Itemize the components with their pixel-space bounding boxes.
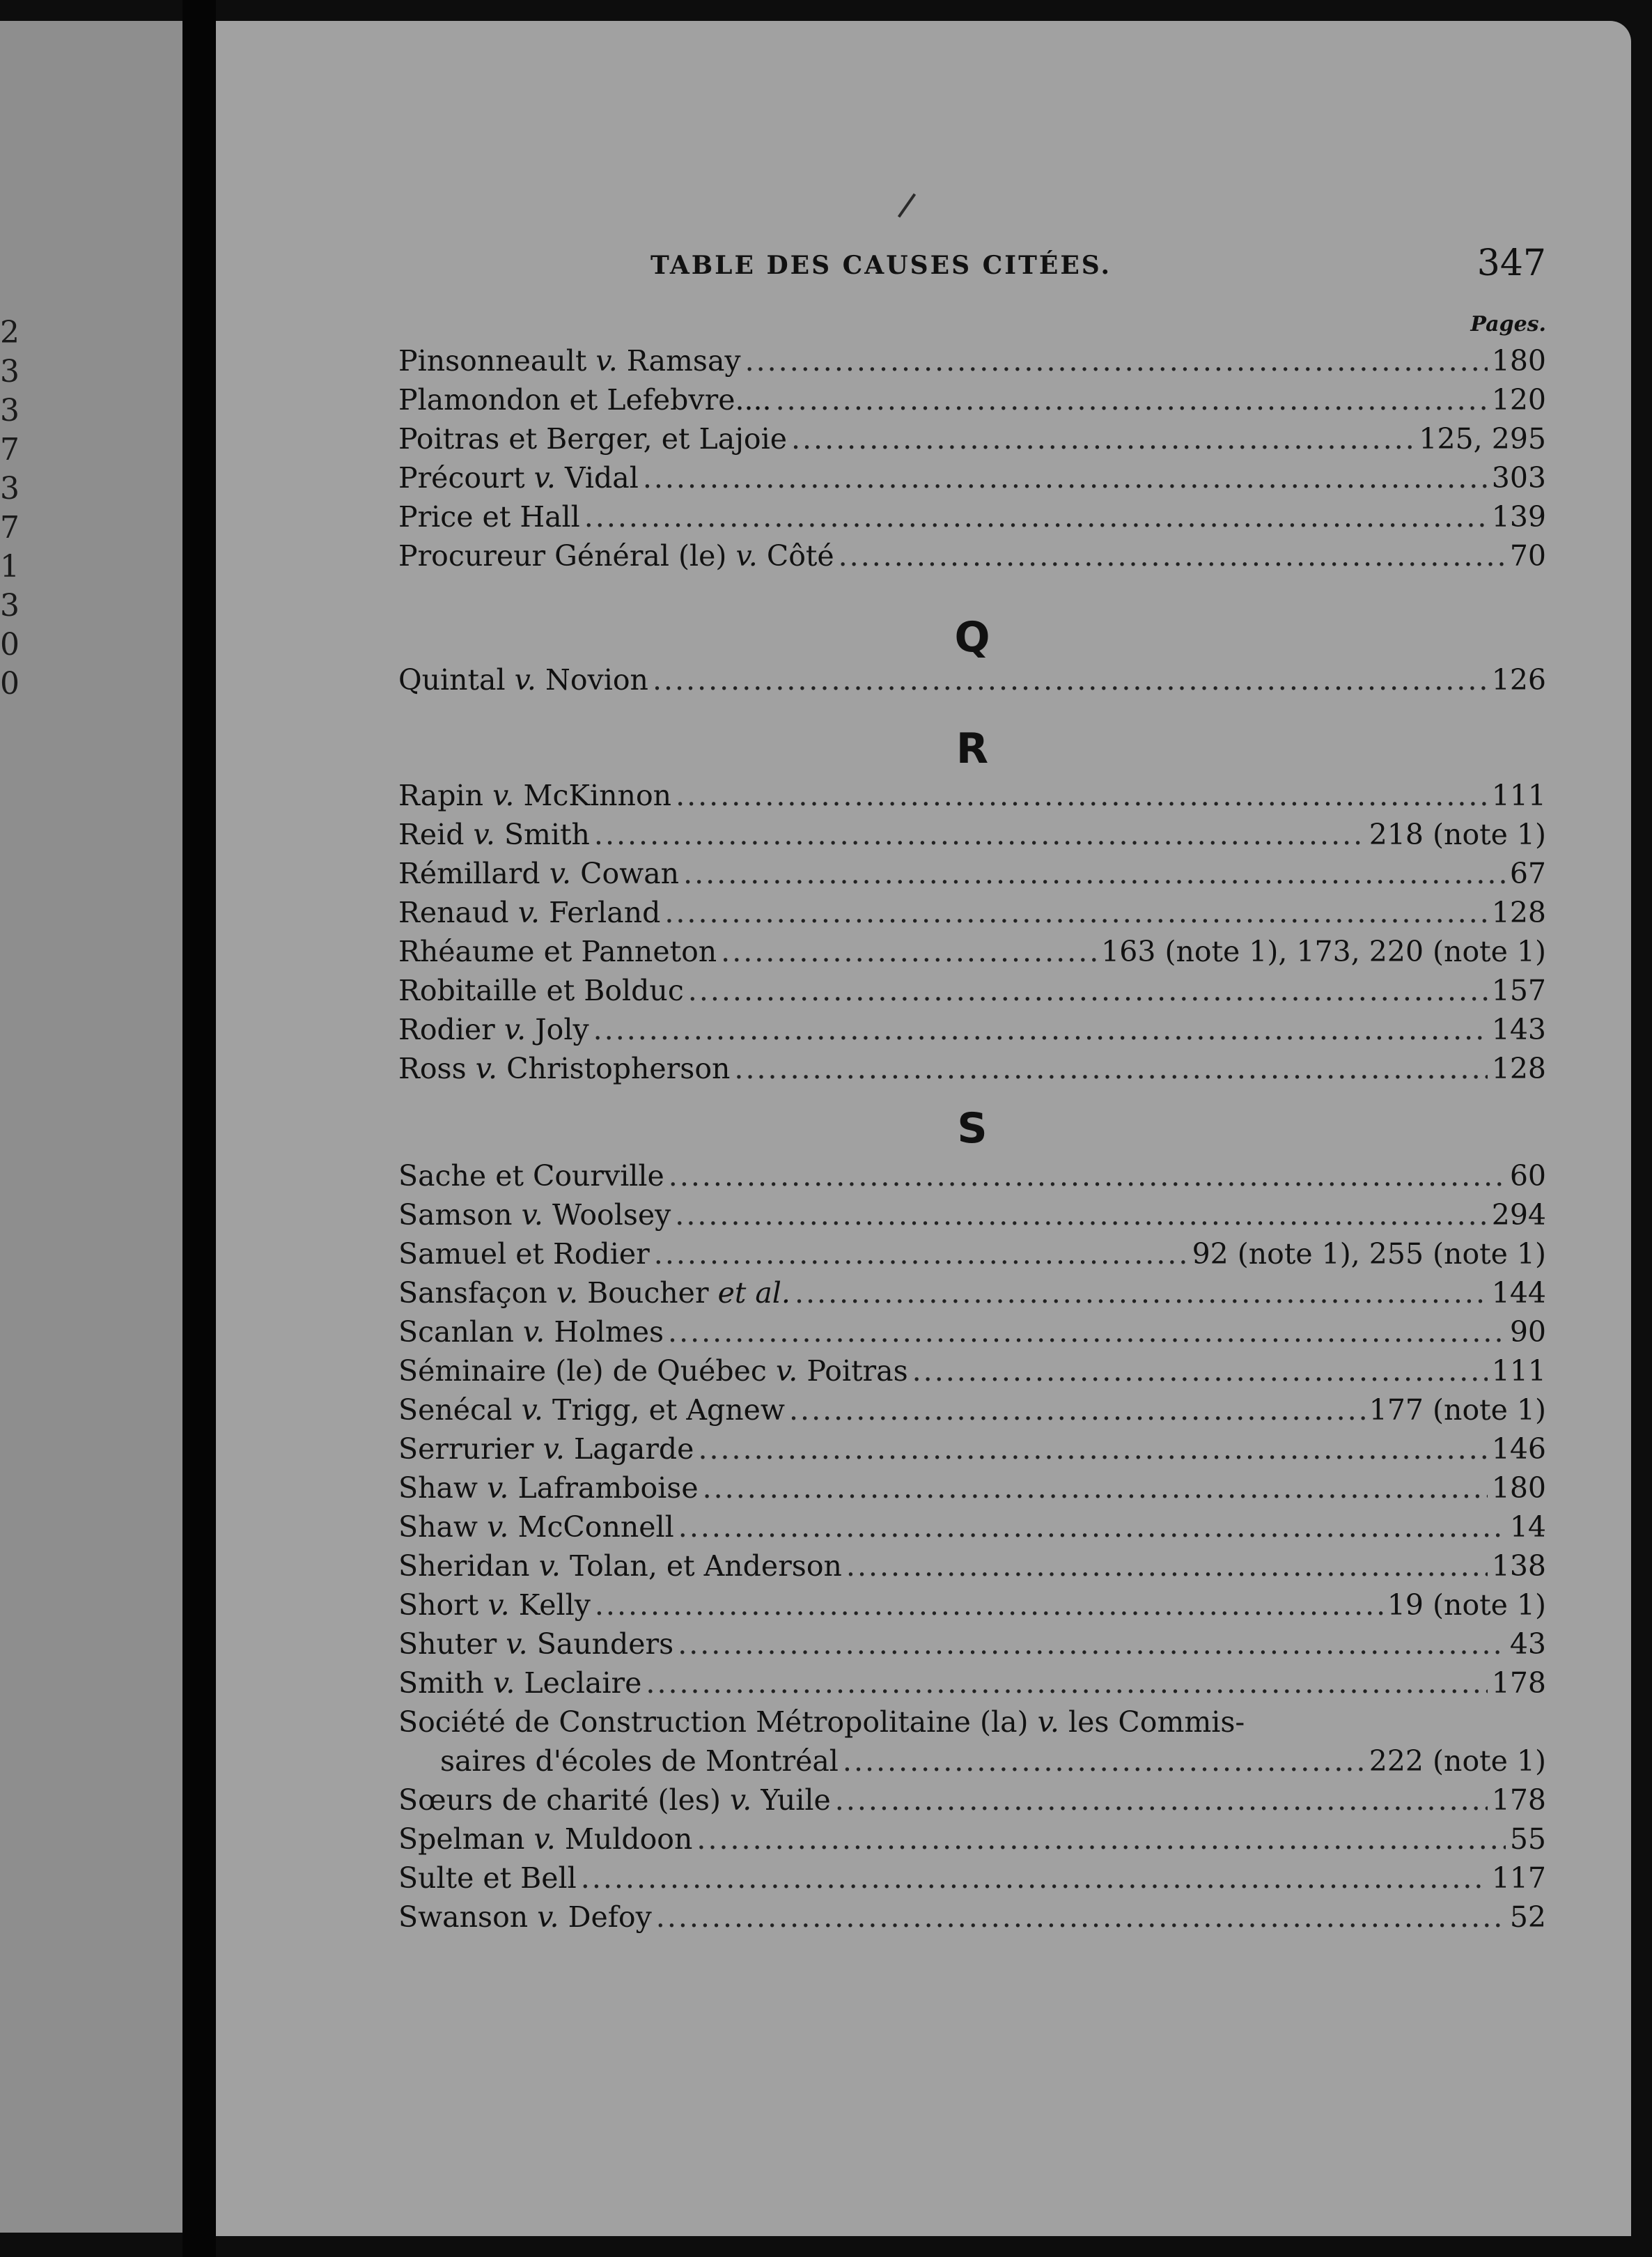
entry-name (398, 854, 679, 893)
entry-name (398, 1156, 664, 1195)
dot-leader (653, 660, 1488, 699)
party-name: Pinsonneault (398, 344, 587, 378)
versus-abbrev: v. (475, 1052, 498, 1085)
versus-abbrev: v. (473, 818, 495, 851)
entry-name (398, 893, 660, 932)
dot-leader (675, 1195, 1487, 1234)
party-name: Serrurier (398, 1432, 534, 1466)
opposing-party: Saunders (536, 1627, 674, 1661)
index-entry (398, 380, 1546, 419)
party-name: Ross (398, 1052, 467, 1085)
entry-name (398, 776, 671, 815)
versus-abbrev: v. (537, 1900, 559, 1934)
opposing-party: Novion (545, 663, 648, 697)
dot-leader (683, 854, 1506, 893)
page-reference: 19 (note 1) (1387, 1588, 1546, 1622)
opposing-party: McConnell (517, 1510, 674, 1544)
party-name: Société de Construction Métropolitaine (la) (398, 1705, 1029, 1739)
page-reference: 52 (1509, 1900, 1546, 1934)
dot-leader (688, 971, 1488, 1010)
party-name: Samson (398, 1198, 513, 1232)
index-entry (398, 1312, 1546, 1351)
opposing-party: Poitras (806, 1354, 908, 1388)
versus-abbrev: v. (506, 1627, 528, 1661)
index-entry (398, 893, 1546, 932)
opposing-party: Vidal (565, 461, 639, 495)
entry-name (398, 1390, 785, 1429)
margin-fragment: 0 (0, 666, 20, 701)
dot-leader (703, 1468, 1488, 1507)
versus-abbrev: v. (735, 539, 758, 573)
entry-name (398, 1234, 650, 1273)
dot-leader (839, 536, 1506, 575)
party-name: Plamondon et Lefebvre.... (398, 383, 772, 417)
margin-fragment: 7 (0, 510, 20, 545)
party-name: Samuel et Rodier (398, 1237, 650, 1271)
index-entry (398, 536, 1546, 575)
index-entry (398, 419, 1546, 458)
index-entry (398, 1546, 1546, 1585)
party-name: Sheridan (398, 1549, 530, 1583)
page-reference: 294 (1491, 1198, 1546, 1232)
et-al: et al. (717, 1276, 790, 1310)
margin-fragment: 3 (0, 393, 20, 428)
index-entry (398, 1429, 1546, 1468)
versus-abbrev: v. (492, 779, 515, 812)
page-reference: 117 (1491, 1861, 1546, 1895)
entry-name (398, 660, 648, 699)
opposing-party: Smith (504, 818, 590, 851)
versus-abbrev: v. (595, 344, 618, 378)
party-name: Précourt (398, 461, 525, 495)
party-name: Scanlan (398, 1315, 514, 1349)
entry-name (398, 380, 772, 419)
page-header (398, 237, 1546, 286)
index-entry (398, 971, 1546, 1010)
party-name: Reid (398, 818, 465, 851)
entry-name (398, 1859, 577, 1898)
dot-leader (593, 1010, 1488, 1049)
section-letter: S (957, 1104, 988, 1153)
party-name: Rhéaume et Panneton (398, 935, 717, 968)
page-reference: 303 (1491, 461, 1546, 495)
page-reference: 43 (1509, 1627, 1546, 1661)
index-entry (398, 1663, 1546, 1703)
dot-leader (595, 1585, 1383, 1624)
entry-name (398, 1010, 589, 1049)
entry-name (398, 341, 741, 380)
versus-abbrev: v. (488, 1588, 510, 1622)
dot-leader (698, 1429, 1487, 1468)
party-name: Séminaire (le) de Québec (398, 1354, 767, 1388)
index-entry (398, 1781, 1546, 1820)
entry-name (398, 1585, 591, 1624)
versus-abbrev: v. (556, 1276, 579, 1310)
index-entry (398, 458, 1546, 497)
party-name: Quintal (398, 663, 506, 697)
versus-abbrev: v. (504, 1013, 527, 1046)
dot-leader (843, 1742, 1365, 1781)
page-reference: 90 (1509, 1315, 1546, 1349)
margin-fragment: 1 (0, 549, 20, 584)
opposing-party: Yuile (761, 1783, 831, 1817)
index-entry (398, 1468, 1546, 1507)
left-margin-fragments (0, 313, 21, 704)
index-entry (398, 497, 1546, 536)
party-name: Rémillard (398, 857, 540, 890)
party-name: Poitras et Berger, et Lajoie (398, 422, 787, 456)
margin-fragment: 0 (0, 627, 20, 662)
index-entry-continuation (440, 1742, 1546, 1781)
dot-leader (646, 1663, 1487, 1703)
party-name: Swanson (398, 1900, 529, 1934)
opposing-party: Kelly (518, 1588, 591, 1622)
versus-abbrev: v. (533, 461, 556, 495)
index-entry (398, 1507, 1546, 1546)
entry-name (398, 1546, 842, 1585)
index-entry (398, 1049, 1546, 1088)
party-name: Shuter (398, 1627, 497, 1661)
versus-abbrev: v. (730, 1783, 752, 1817)
dot-leader (696, 1820, 1505, 1859)
versus-abbrev: v. (543, 1432, 565, 1466)
entry-name (398, 1624, 673, 1663)
page-reference: 125, 295 (1419, 422, 1546, 456)
page-reference: 146 (1491, 1432, 1546, 1466)
opposing-party: Boucher (587, 1276, 709, 1310)
versus-abbrev: v. (1037, 1705, 1059, 1739)
entry-name (398, 815, 590, 854)
page-reference: 70 (1509, 539, 1546, 573)
page-reference: 111 (1491, 779, 1546, 812)
versus-abbrev: v. (533, 1822, 556, 1856)
opposing-party: Cowan (580, 857, 680, 890)
versus-abbrev: v. (522, 1315, 545, 1349)
versus-abbrev: v. (493, 1666, 515, 1700)
index-entry (398, 815, 1546, 854)
index-entry (398, 1703, 1546, 1742)
dot-leader (835, 1781, 1488, 1820)
dot-leader (791, 419, 1415, 458)
index-entry (398, 1351, 1546, 1390)
opposing-party: McKinnon (523, 779, 672, 812)
versus-abbrev: v. (487, 1510, 509, 1544)
margin-fragment: 3 (0, 471, 20, 506)
opposing-party: Ferland (549, 896, 661, 929)
dot-leader (664, 893, 1487, 932)
entry-name (398, 1049, 730, 1088)
running-title: TABLE DES CAUSES CITÉES. (650, 251, 1112, 280)
versus-abbrev: v. (514, 663, 536, 697)
margin-fragment: 3 (0, 354, 20, 389)
margin-fragment: 7 (0, 432, 20, 467)
index-entry (398, 854, 1546, 893)
page-reference: 177 (note 1) (1369, 1393, 1546, 1427)
entry-name (398, 536, 834, 575)
section-letter: R (956, 724, 989, 773)
page-reference: 163 (note 1), 173, 220 (note 1) (1101, 935, 1546, 968)
party-name: Shaw (398, 1510, 478, 1544)
dot-leader (656, 1898, 1506, 1937)
page-reference: 139 (1491, 500, 1546, 534)
page-reference: 67 (1509, 857, 1546, 890)
dot-leader (584, 497, 1488, 536)
versus-abbrev: v. (521, 1393, 543, 1427)
page-reference: 60 (1509, 1159, 1546, 1193)
dot-leader (721, 932, 1097, 971)
pages-column-label: Pages. (1470, 312, 1546, 336)
index-entry (398, 1624, 1546, 1663)
versus-abbrev: v. (521, 1198, 543, 1232)
book-page (216, 21, 1631, 2236)
entry-name (398, 971, 684, 1010)
page-reference: 222 (note 1) (1369, 1744, 1546, 1778)
opposing-party: Christopherson (506, 1052, 731, 1085)
index-entry (398, 1273, 1546, 1312)
page-reference: 126 (1491, 663, 1546, 697)
entry-name-continued: saires d'écoles de Montréal (440, 1744, 839, 1778)
entry-name (398, 1273, 790, 1312)
dot-leader (678, 1624, 1506, 1663)
dot-leader (654, 1234, 1188, 1273)
versus-abbrev: v. (538, 1549, 561, 1583)
dot-leader (668, 1312, 1506, 1351)
page-reference: 143 (1491, 1013, 1546, 1046)
dot-leader (594, 815, 1365, 854)
entry-name (398, 1507, 674, 1546)
entry-name (398, 458, 639, 497)
party-name: Shaw (398, 1471, 478, 1505)
opposing-party: Woolsey (552, 1198, 671, 1232)
index-entry (398, 660, 1546, 699)
dot-leader (678, 1507, 1506, 1546)
pen-mark (898, 193, 916, 217)
party-name: Procureur Général (le) (398, 539, 727, 573)
page-reference: 218 (note 1) (1369, 818, 1546, 851)
party-name: Smith (398, 1666, 484, 1700)
opposing-party: Lagarde (573, 1432, 694, 1466)
entry-name (398, 1781, 831, 1820)
entry-name (398, 932, 717, 971)
versus-abbrev: v. (517, 896, 540, 929)
entry-name (398, 1429, 694, 1468)
index-entry (398, 1859, 1546, 1898)
party-name: Sache et Courville (398, 1159, 664, 1193)
page-reference: 92 (note 1), 255 (note 1) (1192, 1237, 1546, 1271)
index-entry (398, 1820, 1546, 1859)
index-entry (398, 341, 1546, 380)
page-reference: 138 (1491, 1549, 1546, 1583)
party-name: Sœurs de charité (les) (398, 1783, 721, 1817)
entry-name (398, 1663, 641, 1703)
page-reference: 178 (1491, 1666, 1546, 1700)
versus-abbrev: v. (487, 1471, 509, 1505)
party-name: Short (398, 1588, 479, 1622)
page-reference: 144 (1491, 1276, 1546, 1310)
dot-leader (789, 1390, 1365, 1429)
entry-name (398, 1312, 664, 1351)
party-name: Renaud (398, 896, 509, 929)
opposing-party: Leclaire (524, 1666, 642, 1700)
margin-fragment: 3 (0, 588, 20, 623)
entry-name (398, 497, 580, 536)
page-reference: 157 (1491, 974, 1546, 1007)
index-entry (398, 1010, 1546, 1049)
opposing-party: Laframboise (517, 1471, 699, 1505)
opposing-party: Holmes (554, 1315, 664, 1349)
left-page-edge (0, 21, 182, 2233)
party-name: Sansfaçon (398, 1276, 547, 1310)
opposing-party: Defoy (568, 1900, 652, 1934)
versus-abbrev: v. (775, 1354, 798, 1388)
party-name: Price et Hall (398, 500, 580, 534)
page-reference: 180 (1491, 344, 1546, 378)
dot-leader (643, 458, 1488, 497)
dot-leader (669, 1156, 1506, 1195)
opposing-party: Tolan, et Anderson (570, 1549, 842, 1583)
dot-leader (676, 776, 1488, 815)
index-entry (398, 776, 1546, 815)
page-reference: 178 (1491, 1783, 1546, 1817)
party-name: Rapin (398, 779, 484, 812)
opposing-party: les Commis- (1068, 1705, 1245, 1739)
section-letter: Q (954, 613, 990, 662)
index-entry (398, 1156, 1546, 1195)
index-entry (398, 1585, 1546, 1624)
dot-leader (581, 1859, 1488, 1898)
page-reference: 120 (1491, 383, 1546, 417)
page-reference: 14 (1509, 1510, 1546, 1544)
book-spine (182, 0, 216, 2257)
index-entry (398, 932, 1546, 971)
margin-fragment: 2 (0, 315, 20, 350)
party-name: Robitaille et Bolduc (398, 974, 684, 1007)
page-reference: 128 (1491, 896, 1546, 929)
versus-abbrev: v. (549, 857, 572, 890)
entry-name (398, 1468, 699, 1507)
page-reference: 128 (1491, 1052, 1546, 1085)
dot-leader (846, 1546, 1488, 1585)
entry-name (398, 1898, 652, 1937)
party-name: Sulte et Bell (398, 1861, 577, 1895)
dot-leader (912, 1351, 1488, 1390)
dot-leader (776, 380, 1488, 419)
dot-leader (734, 1049, 1487, 1088)
entry-name (398, 1195, 671, 1234)
opposing-party: Trigg, et Agnew (552, 1393, 785, 1427)
index-entry (398, 1234, 1546, 1273)
opposing-party: Joly (535, 1013, 589, 1046)
index-entry (398, 1390, 1546, 1429)
party-name: Rodier (398, 1013, 495, 1046)
entry-name (398, 1820, 692, 1859)
index-entry (398, 1195, 1546, 1234)
party-name: Senécal (398, 1393, 513, 1427)
index-entry (398, 1898, 1546, 1937)
page-reference: 55 (1509, 1822, 1546, 1856)
entry-name (398, 1703, 1245, 1742)
page-reference: 111 (1491, 1354, 1546, 1388)
entry-name (398, 1351, 908, 1390)
page-reference: 180 (1491, 1471, 1546, 1505)
opposing-party: Ramsay (626, 344, 741, 378)
page-number: 347 (1476, 242, 1546, 284)
dot-leader (795, 1273, 1488, 1312)
dot-leader (745, 341, 1488, 380)
entry-name (398, 419, 787, 458)
opposing-party: Côté (766, 539, 834, 573)
party-name: Spelman (398, 1822, 525, 1856)
opposing-party: Muldoon (564, 1822, 693, 1856)
